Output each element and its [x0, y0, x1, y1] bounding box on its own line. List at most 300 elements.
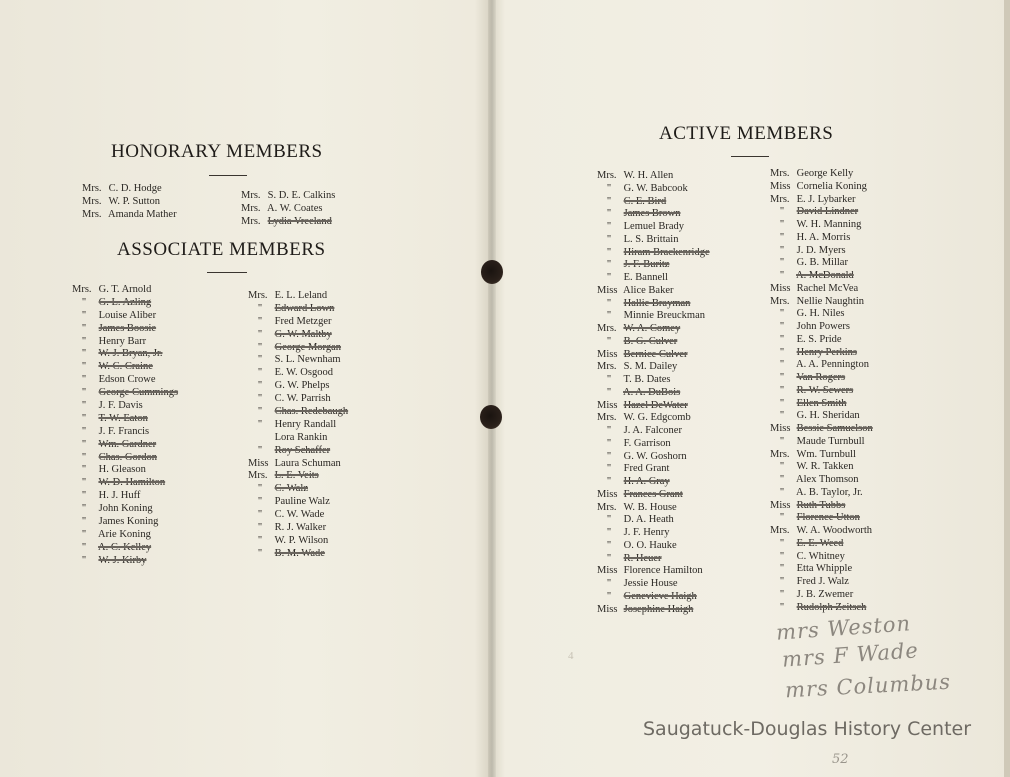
member-name: H. J. Huff: [98, 490, 141, 502]
member-prefix: ": [606, 233, 612, 245]
member-prefix: Mrs.: [241, 202, 261, 214]
member-prefix: ": [779, 321, 785, 332]
member-prefix: ": [606, 310, 612, 322]
member-prefix: Miss: [597, 284, 618, 296]
member-entry: [597, 310, 710, 323]
member-name-struck: Genevieve Haigh: [623, 590, 697, 602]
member-entry: [597, 412, 710, 425]
member-entry: [597, 591, 710, 604]
member-prefix: ": [257, 444, 263, 456]
member-name: W. B. House: [623, 501, 677, 513]
member-entry: [770, 449, 873, 462]
member-entry: [82, 196, 177, 209]
member-entry: [72, 310, 178, 323]
member-entry: [597, 489, 710, 502]
member-name: C. Whitney: [796, 550, 845, 562]
member-name-struck: George Morgan: [274, 341, 342, 353]
member-prefix: ": [779, 346, 785, 358]
member-name-struck: W. J. Bryan, Jr.: [98, 348, 163, 360]
member-name-struck: C. Walz: [274, 483, 308, 495]
member-name: R. J. Walker: [274, 522, 327, 534]
member-prefix: ": [606, 578, 612, 589]
member-prefix: Miss: [248, 457, 269, 469]
member-prefix: ": [779, 231, 785, 243]
member-prefix: ": [779, 257, 785, 269]
associate-col2: [248, 290, 348, 561]
member-name-struck: G. W. Maltby: [274, 328, 332, 340]
rule-active: [731, 156, 769, 157]
member-name: C. D. Hodge: [108, 183, 162, 194]
member-entry: [248, 354, 348, 367]
member-entry: [248, 470, 348, 483]
member-name-struck: Florence Utton: [796, 512, 860, 524]
member-entry: [597, 298, 710, 311]
member-prefix: ": [779, 219, 785, 230]
member-entry: [248, 445, 348, 458]
member-prefix: ": [779, 550, 785, 562]
member-entry: [72, 413, 178, 426]
member-name-struck: Wm. Gardner: [98, 438, 157, 450]
member-entry: [597, 425, 710, 438]
member-name-struck: W. A. Comey: [623, 323, 681, 334]
member-prefix: Mrs.: [770, 168, 790, 179]
member-name-struck: Henry Perkins: [796, 346, 857, 358]
member-name: Nellie Naughtin: [796, 295, 864, 307]
member-prefix: ": [81, 361, 87, 373]
member-prefix: ": [81, 541, 87, 553]
member-name: James Koning: [98, 516, 159, 528]
member-entry: [248, 367, 348, 380]
member-entry: [72, 297, 178, 310]
member-name-struck: Bernice Culver: [623, 348, 688, 360]
member-entry: [597, 553, 710, 566]
member-prefix: ": [257, 341, 263, 353]
member-name-struck: Hallie Brayman: [623, 297, 691, 309]
member-entry: [597, 374, 710, 387]
member-entry: [597, 221, 710, 234]
member-entry: [770, 512, 873, 525]
member-prefix: Miss: [597, 399, 618, 411]
heading-honorary: HONORARY MEMBERS: [111, 141, 323, 162]
member-entry: [248, 522, 348, 535]
member-entry: [770, 602, 873, 615]
member-prefix: ": [606, 437, 612, 449]
member-name: Maude Turnbull: [796, 435, 865, 447]
member-prefix: ": [257, 496, 263, 508]
rule-honorary: [209, 175, 247, 176]
member-prefix: Miss: [597, 565, 618, 577]
member-entry: [597, 387, 710, 400]
member-prefix: ": [779, 461, 785, 473]
rule-associate: [207, 272, 247, 273]
member-entry: [597, 259, 710, 272]
member-entry: [597, 336, 710, 349]
member-name-struck: Lydia Vreeland: [267, 215, 332, 227]
member-entry: [597, 247, 710, 260]
member-name: G. W. Babcook: [623, 182, 688, 194]
heading-associate: ASSOCIATE MEMBERS: [117, 239, 326, 260]
member-prefix: ": [779, 244, 785, 256]
member-prefix: ": [606, 221, 612, 232]
member-name: E. S. Pride: [796, 333, 842, 345]
member-name: Rachel McVea: [796, 282, 859, 294]
member-prefix: ": [257, 522, 263, 534]
member-prefix: ": [606, 272, 612, 283]
member-prefix: ": [606, 463, 612, 475]
faint-pencil-mark: 4: [568, 650, 574, 662]
member-name: John Koning: [98, 503, 153, 515]
member-prefix: ": [81, 477, 87, 489]
member-prefix: ": [257, 509, 263, 521]
member-prefix: ": [81, 425, 87, 437]
member-name: C. W. Wade: [274, 509, 325, 521]
spine-fold: [488, 0, 496, 777]
member-name: G. W. Goshorn: [623, 450, 687, 462]
member-name: D. A. Heath: [623, 514, 674, 526]
member-prefix: ": [606, 195, 612, 207]
member-entry: [72, 439, 178, 452]
member-name: Henry Barr: [98, 335, 147, 347]
member-entry: [770, 525, 873, 538]
member-name-struck: B. M. Wade: [274, 547, 325, 559]
member-name: Alex Thomson: [796, 474, 859, 485]
member-name: J. F. Henry: [623, 527, 670, 538]
member-prefix: ": [606, 297, 612, 309]
member-entry: [597, 400, 710, 413]
member-name: C. W. Parrish: [274, 393, 331, 405]
member-entry: [248, 406, 348, 419]
member-prefix: ": [779, 486, 785, 498]
member-prefix: Miss: [770, 423, 791, 434]
member-entry: [248, 290, 348, 303]
member-entry: [248, 329, 348, 342]
member-name: Jessie House: [623, 578, 678, 589]
member-prefix: Mrs.: [597, 412, 617, 424]
member-prefix: ": [606, 450, 612, 462]
member-entry: [770, 181, 873, 194]
member-prefix: ": [779, 270, 785, 281]
member-name: Cornelia Koning: [796, 180, 867, 192]
member-entry: [770, 474, 873, 487]
member-entry: [770, 538, 873, 551]
member-entry: [248, 458, 348, 471]
member-prefix: ": [81, 490, 87, 502]
member-name-struck: W. J. Kirby: [98, 554, 147, 566]
member-name-struck: R. W. Sewers: [796, 384, 854, 396]
member-name: W. P. Wilson: [274, 534, 329, 546]
member-entry: [597, 196, 710, 209]
member-entry: [597, 502, 710, 515]
member-prefix: ": [606, 246, 612, 258]
member-prefix: Miss: [597, 603, 618, 615]
member-name: Arie Koning: [98, 528, 151, 540]
member-name-struck: George Cummings: [98, 387, 179, 399]
member-entry: [770, 334, 873, 347]
member-prefix: ": [81, 335, 87, 347]
member-prefix: ": [779, 537, 785, 549]
member-prefix: Mrs.: [82, 208, 102, 220]
member-entry: [241, 216, 335, 229]
member-name: Lora Rankin: [274, 431, 328, 443]
member-name: O. O. Hauke: [623, 539, 677, 551]
member-prefix: ": [81, 438, 87, 450]
member-prefix: ": [779, 359, 785, 371]
member-prefix: ": [81, 412, 87, 424]
member-name: Fred Metzger: [274, 315, 332, 327]
member-prefix: ": [257, 393, 263, 405]
member-entry: [72, 464, 178, 477]
member-name: Pauline Walz: [274, 496, 330, 508]
member-name: W. G. Edgcomb: [623, 412, 691, 424]
member-prefix: ": [81, 322, 87, 334]
member-entry: [72, 542, 178, 555]
member-prefix: ": [81, 348, 87, 360]
member-prefix: Miss: [770, 499, 791, 511]
member-prefix: ": [779, 601, 785, 613]
member-entry: [72, 490, 178, 503]
member-prefix: ": [81, 296, 87, 308]
member-name: W. H. Manning: [796, 219, 862, 230]
member-entry: [770, 296, 873, 309]
member-entry: [72, 361, 178, 374]
member-entry: [597, 514, 710, 527]
member-entry: [597, 565, 710, 578]
member-entry: [72, 555, 178, 568]
member-entry: [770, 359, 873, 372]
member-name: H. A. Morris: [796, 231, 851, 243]
member-entry: [597, 170, 710, 183]
member-entry: [597, 438, 710, 451]
member-prefix: ": [81, 400, 87, 412]
member-entry: [248, 393, 348, 406]
member-name-struck: H. A. Gray: [623, 476, 670, 487]
member-prefix: Mrs.: [770, 448, 790, 460]
member-name-struck: L. E. Veits: [274, 470, 319, 482]
member-name-struck: B. G. Culver: [623, 335, 678, 347]
member-prefix: ": [606, 335, 612, 347]
member-name: G. W. Phelps: [274, 380, 330, 392]
member-entry: [770, 194, 873, 207]
member-name: S. L. Newnham: [274, 354, 341, 366]
member-name-struck: Chas. Gordon: [98, 451, 157, 463]
member-name: Amanda Mather: [108, 208, 177, 220]
member-name-struck: T. W. Eaton: [98, 412, 148, 424]
member-name-struck: C. E. Bird: [623, 195, 667, 207]
heading-active: ACTIVE MEMBERS: [659, 123, 834, 144]
member-prefix: ": [257, 302, 263, 314]
member-entry: [72, 400, 178, 413]
member-entry: [72, 348, 178, 361]
member-prefix: ": [81, 516, 87, 528]
member-prefix: ": [606, 208, 612, 220]
member-prefix: ": [257, 354, 263, 366]
member-prefix: ": [779, 410, 785, 422]
member-prefix: Miss: [770, 282, 791, 294]
member-name-struck: R. Heuer: [623, 552, 662, 564]
member-name: A. A. Pennington: [796, 359, 869, 371]
member-name-struck: Hazel DeWater: [623, 399, 688, 411]
member-prefix: Miss: [597, 488, 618, 500]
member-name: Alice Baker: [623, 284, 674, 296]
associate-col1: [72, 284, 178, 568]
page-number: 52: [832, 752, 849, 767]
member-entry: [770, 551, 873, 564]
member-name: G. B. Millar: [796, 257, 848, 269]
member-name-struck: James Brown: [623, 208, 681, 220]
member-name: W. H. Allen: [623, 170, 674, 181]
member-entry: [597, 272, 710, 285]
member-entry: [770, 398, 873, 411]
member-prefix: Mrs.: [82, 183, 102, 194]
member-prefix: ": [606, 590, 612, 602]
member-name: Fred Grant: [623, 463, 670, 475]
member-prefix: Miss: [597, 348, 618, 360]
page-edge: [1004, 0, 1010, 777]
member-prefix: ": [81, 309, 87, 321]
member-prefix: ": [81, 503, 87, 515]
member-prefix: ": [606, 514, 612, 526]
member-entry: [597, 285, 710, 298]
member-name-struck: Van Rogers: [796, 372, 846, 383]
member-entry: [72, 374, 178, 387]
member-name: W. R. Takken: [796, 461, 854, 473]
member-prefix: ": [257, 483, 263, 495]
member-prefix: ": [606, 476, 612, 487]
member-entry: [82, 209, 177, 222]
member-entry: [82, 183, 177, 196]
member-prefix: ": [779, 474, 785, 485]
member-entry: [248, 548, 348, 561]
member-entry: [770, 372, 873, 385]
member-entry: [597, 208, 710, 221]
member-prefix: ": [779, 397, 785, 409]
member-entry: [770, 232, 873, 245]
watermark: Saugatuck-Douglas History Center: [643, 718, 972, 740]
member-entry: [770, 206, 873, 219]
member-name: Laura Schuman: [274, 457, 341, 469]
member-name-struck: W. D. Hamilton: [98, 477, 166, 489]
member-name: J. F. Davis: [98, 400, 143, 412]
member-prefix: ": [257, 367, 263, 379]
member-entry: [248, 483, 348, 496]
handwritten-note-1: mrs Weston: [775, 611, 912, 645]
member-entry: [597, 604, 710, 617]
member-name: W. A. Woodworth: [796, 525, 873, 536]
member-prefix: ": [257, 534, 263, 546]
member-entry: [248, 419, 348, 432]
member-name: L. S. Brittain: [623, 233, 679, 245]
member-entry: [770, 576, 873, 589]
member-entry: [770, 487, 873, 500]
handwritten-note-3: mrs Columbus: [784, 669, 952, 703]
member-prefix: Mrs.: [248, 470, 268, 482]
member-prefix: ": [81, 374, 87, 386]
member-entry: [770, 245, 873, 258]
member-name: T. B. Dates: [623, 374, 671, 385]
member-prefix: ": [779, 512, 785, 524]
member-name-struck: Chas. Redebaugh: [274, 406, 349, 418]
member-entry: [72, 452, 178, 465]
member-name: G. H. Niles: [796, 308, 845, 320]
member-name-struck: Frances Grant: [623, 488, 683, 500]
member-name: J. A. Falconer: [623, 425, 682, 436]
member-prefix: ": [779, 588, 785, 600]
handwritten-note-2: mrs F Wade: [781, 638, 920, 672]
member-name-struck: Josephine Haigh: [623, 603, 694, 615]
member-prefix: ": [81, 387, 87, 399]
member-entry: [248, 342, 348, 355]
member-prefix: Mrs.: [770, 295, 790, 307]
member-prefix: ": [81, 451, 87, 463]
member-name-struck: David Lindner: [796, 206, 859, 218]
member-name-struck: Ruth Tubbs: [796, 499, 846, 511]
member-entry: [72, 503, 178, 516]
member-name: E. Bannell: [623, 272, 668, 283]
member-prefix: ": [606, 259, 612, 271]
member-entry: [597, 361, 710, 374]
member-prefix: ": [779, 435, 785, 447]
member-name: Louise Aliber: [98, 309, 157, 321]
member-entry: [248, 432, 348, 445]
member-entry: [248, 496, 348, 509]
member-prefix: ": [606, 182, 612, 194]
member-entry: [597, 183, 710, 196]
member-prefix: Mrs.: [770, 193, 790, 205]
member-entry: [248, 303, 348, 316]
member-prefix: Mrs.: [597, 361, 617, 373]
member-prefix: ": [257, 547, 263, 559]
member-entry: [770, 500, 873, 513]
member-name: W. P. Sutton: [108, 195, 160, 207]
member-entry: [248, 535, 348, 548]
member-prefix: Mrs.: [248, 290, 268, 301]
member-prefix: Mrs.: [597, 323, 617, 334]
member-entry: [770, 385, 873, 398]
member-prefix: ": [257, 418, 263, 430]
member-entry: [770, 436, 873, 449]
member-prefix: Mrs.: [241, 190, 261, 201]
honorary-col2: [241, 190, 335, 229]
member-prefix: ": [606, 386, 612, 398]
member-prefix: ": [779, 308, 785, 320]
member-prefix: Mrs.: [82, 195, 102, 207]
member-name-struck: E. E. Weed: [796, 537, 844, 549]
member-prefix: ": [257, 406, 263, 418]
member-prefix: Miss: [770, 180, 791, 192]
member-entry: [72, 284, 178, 297]
member-entry: [597, 527, 710, 540]
member-entry: [597, 349, 710, 362]
member-entry: [770, 589, 873, 602]
member-prefix: ": [606, 539, 612, 551]
member-entry: [770, 219, 873, 232]
member-prefix: ": [257, 380, 263, 392]
member-name: E. W. Osgood: [274, 367, 333, 379]
member-prefix: Mrs.: [241, 215, 261, 227]
member-entry: [597, 476, 710, 489]
member-entry: [770, 308, 873, 321]
binding-hole-top: [481, 260, 503, 284]
member-entry: [597, 323, 710, 336]
member-entry: [72, 426, 178, 439]
member-entry: [770, 461, 873, 474]
member-prefix: ": [81, 464, 87, 476]
member-entry: [770, 423, 873, 436]
member-name: Wm. Turnbull: [796, 448, 856, 460]
member-name-struck: A. C. Kelley: [98, 541, 152, 553]
member-name: G. T. Arnold: [98, 284, 152, 295]
member-name: George Kelly: [796, 168, 854, 179]
